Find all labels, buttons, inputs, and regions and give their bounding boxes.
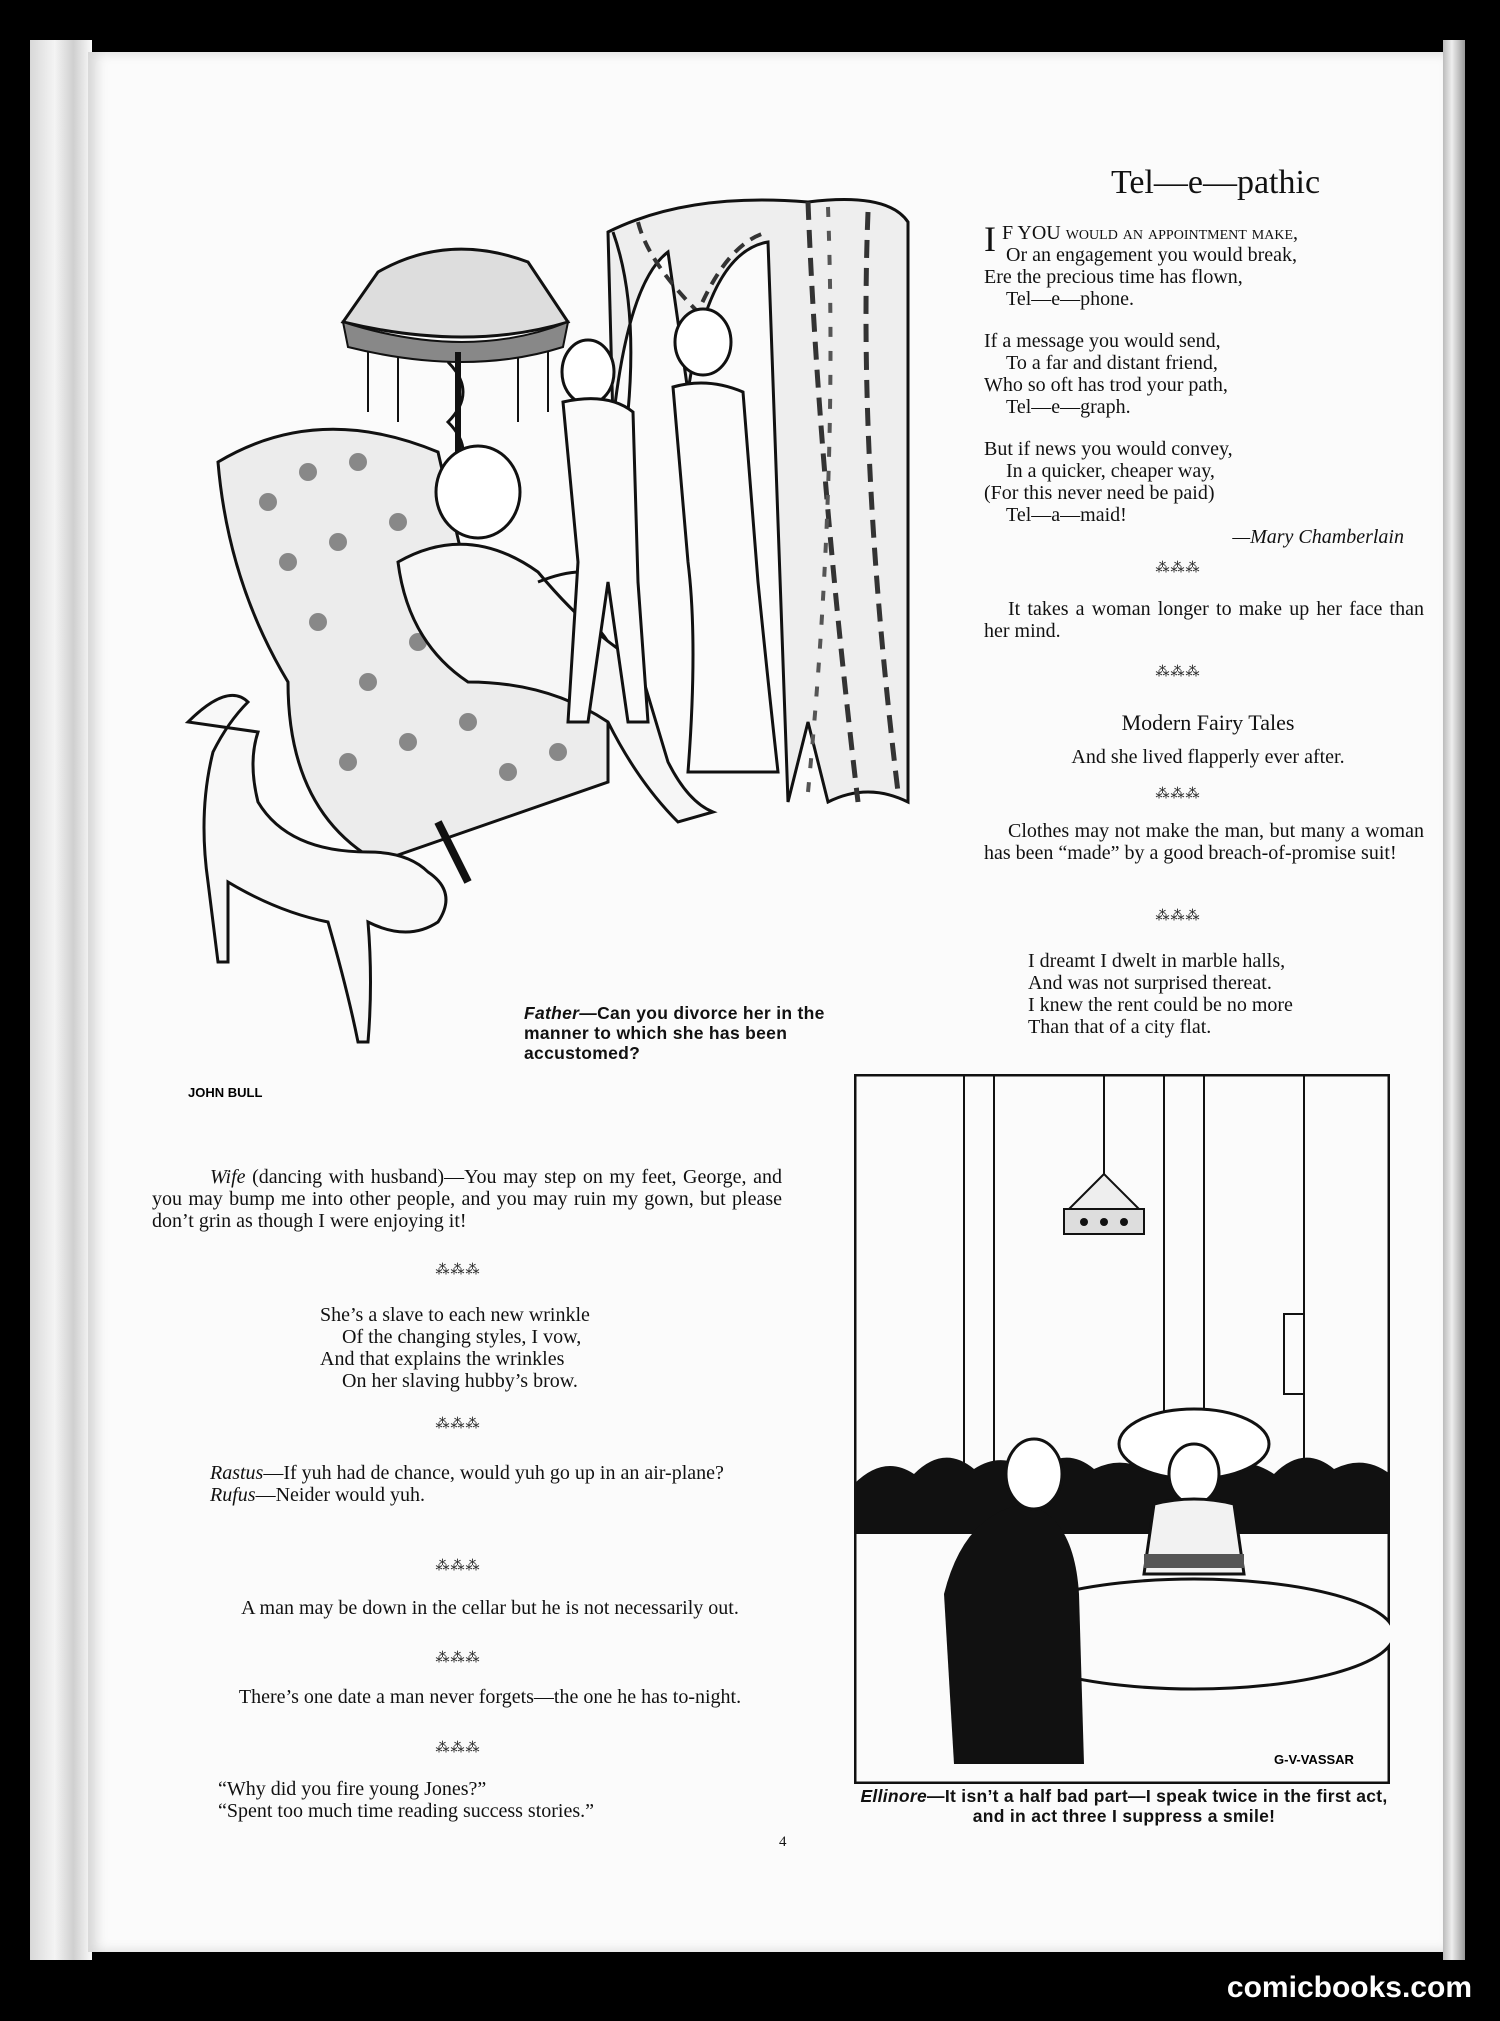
poem-line-8: Tel—e—graph. [1006, 396, 1131, 418]
telepathic-title: Tel—e—pathic [1110, 164, 1321, 201]
ellinore-caption [854, 1786, 1394, 1826]
poem-line-5: If a message you would send, [984, 330, 1221, 352]
joke-woman-face: It takes a woman longer to make up her face than her mind. [984, 598, 1424, 642]
wife-text: (dancing with husband)—You may step on my feet, George, and you may bump me into other people, and you may ruin my gown, but please don’t grin as though I were enjoying it! [152, 1166, 782, 1232]
ornament-divider: ⁂⁂⁂ [1155, 909, 1201, 924]
artist-signature-ellinore: G-V-VASSAR [1274, 1752, 1354, 1767]
father-caption [524, 1003, 854, 1063]
poem-author: —Mary Chamberlain [1232, 526, 1404, 548]
ornament-divider: ⁂⁂⁂ [435, 1741, 481, 1756]
slave-poem [320, 1304, 680, 1392]
ornament-divider: ⁂⁂⁂ [435, 1559, 481, 1574]
ornament-divider: ⁂⁂⁂ [1155, 787, 1201, 802]
joke-clothes: Clothes may not make the man, but many a woman has been “made” by a good breach-of-promise suit! [984, 820, 1424, 864]
ellinore-speaker: Ellinore [860, 1786, 928, 1806]
poem-line-2: Or an engagement you would break, [1006, 244, 1298, 266]
ellinore-caption-text: —It isn’t a half bad part—I speak twice in the first act, and in act three I suppress a smile! [927, 1786, 1388, 1826]
joke-jones [218, 1778, 778, 1822]
joke-wife [152, 1166, 782, 1232]
page-right-edge [1443, 40, 1465, 1960]
book-spine-edge [30, 40, 92, 1960]
poem-line-6: To a far and distant friend, [1006, 352, 1218, 374]
poem-line-1: F YOU would an appointment make, [1002, 222, 1299, 244]
poem-line: I dreamt I dwelt in marble halls, [1028, 950, 1286, 972]
jones-question: “Why did you fire young Jones?” [218, 1778, 487, 1800]
fairy-tales-line: And she lived flapperly ever after. [1071, 746, 1345, 768]
poem-line-10: In a quicker, cheaper way, [1006, 460, 1215, 482]
rufus-speaker: Rufus [210, 1484, 256, 1506]
poem-line-7: Who so oft has trod your path, [984, 374, 1228, 396]
poem-line-4: Tel—e—phone. [1006, 288, 1135, 310]
wife-speaker: Wife [210, 1166, 246, 1188]
page-number: 4 [779, 1834, 787, 1850]
father-caption-text: —Can you divorce her in the manner to which she has been accustomed? [524, 1003, 825, 1063]
joke-date: There’s one date a man never forgets—the one he has to-night. [238, 1686, 742, 1708]
crowd-silhouette-drawing [854, 1458, 1390, 1534]
poem-line: She’s a slave to each new wrinkle [320, 1304, 590, 1326]
rastus-line: —If yuh had de chance, would yuh go up in an air-plane? [263, 1462, 724, 1484]
ornament-divider: ⁂⁂⁂ [435, 1263, 481, 1278]
rastus-speaker: Rastus [210, 1462, 264, 1484]
ornament-divider: ⁂⁂⁂ [1155, 665, 1201, 680]
poem-line: I knew the rent could be no more [1028, 994, 1293, 1016]
ornament-divider: ⁂⁂⁂ [435, 1417, 481, 1432]
poem-line: And that explains the wrinkles [320, 1348, 565, 1370]
ellinore-cartoon-illustration [854, 1074, 1390, 1784]
poem-line: Than that of a city flat. [1028, 1016, 1212, 1038]
joke-rastus [152, 1462, 782, 1506]
marble-halls-poem [1028, 950, 1408, 1038]
drop-cap: I [984, 219, 996, 259]
ornament-divider: ⁂⁂⁂ [435, 1651, 481, 1666]
poem-line: And was not surprised thereat. [1028, 972, 1272, 994]
poem-line-11: (For this never need be paid) [984, 482, 1215, 504]
artist-signature-father: JOHN BULL [188, 1085, 263, 1100]
jones-answer: “Spent too much time reading success stories.” [218, 1800, 595, 1822]
poem-line-12: Tel—a—maid! [1006, 504, 1127, 526]
joke-cellar: A man may be down in the cellar but he is not necessarily out. [241, 1597, 739, 1619]
magazine-page [88, 52, 1443, 1952]
poem-line: On her slaving hubby’s brow. [342, 1370, 578, 1392]
fairy-tales-title: Modern Fairy Tales [1121, 710, 1295, 735]
ornament-divider: ⁂⁂⁂ [1155, 561, 1201, 576]
poem-line: Of the changing styles, I vow, [342, 1326, 582, 1348]
father-speaker: Father [524, 1003, 580, 1023]
rufus-line: —Neider would yuh. [255, 1484, 425, 1506]
poem-line-3: Ere the precious time has flown, [984, 266, 1243, 288]
watermark: comicbooks.com [1226, 1971, 1472, 2004]
poem-line-9: But if news you would convey, [984, 438, 1233, 460]
telepathic-poem [984, 219, 1424, 548]
